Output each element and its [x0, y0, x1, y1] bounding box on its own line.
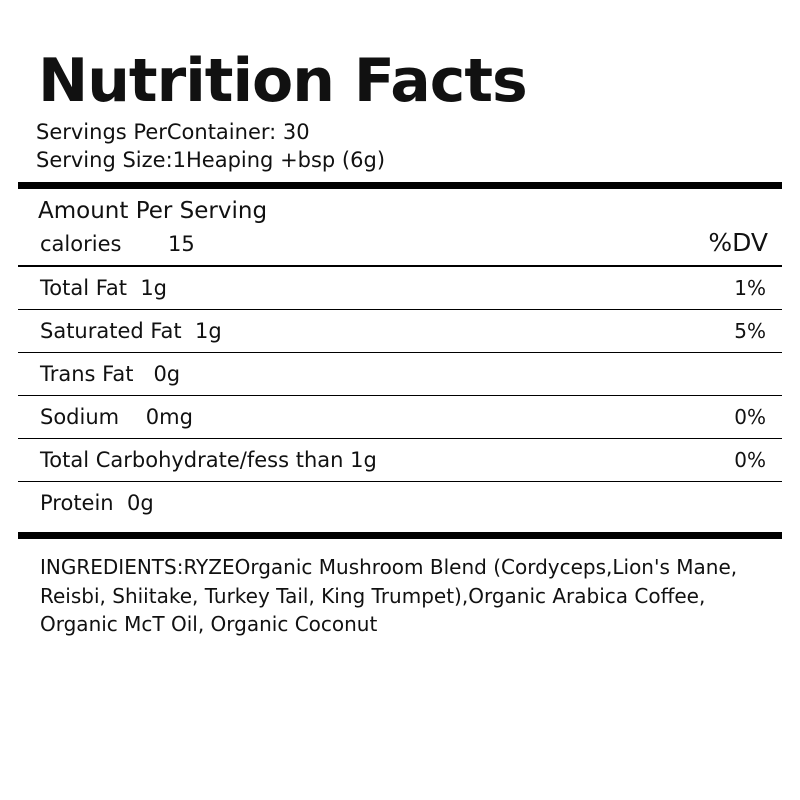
- servings-per-container: Servings PerContainer: 30: [36, 120, 310, 144]
- nutrient-dv: 1%: [734, 276, 766, 301]
- table-row: [18, 310, 782, 352]
- serving-size: Serving Size:1Heaping +bsp (6g): [36, 147, 386, 172]
- calories-row: [18, 226, 782, 265]
- page-title: Nutrition Facts: [38, 46, 527, 116]
- daily-value-header: %DV: [708, 228, 768, 258]
- calories-left: [40, 232, 195, 256]
- serving-info: [18, 119, 782, 174]
- nutrient-name: Protein 0g: [40, 491, 154, 516]
- table-row: [18, 353, 782, 395]
- table-row: [18, 439, 782, 481]
- table-row: [18, 267, 782, 309]
- table-row: [18, 482, 782, 524]
- divider-thick-top: [18, 182, 782, 189]
- nutrition-facts-label: [18, 46, 782, 639]
- nutrient-name: Total Carbohydrate/fess than 1g: [40, 448, 377, 473]
- nutrient-dv: 0%: [734, 448, 766, 473]
- amount-per-serving-heading: Amount Per Serving: [38, 198, 268, 225]
- nutrient-name: Trans Fat 0g: [40, 362, 181, 387]
- nutrient-name: Saturated Fat 1g: [40, 319, 222, 344]
- nutrient-name: Total Fat 1g: [40, 276, 168, 301]
- nutrient-dv: 0%: [734, 405, 766, 430]
- ingredients-text: INGREDIENTS:RYZEOrganic Mushroom Blend (Cordyceps,Lion's Mane, Reisbi, Shiitake, Turkey Tail, King Trumpet),Organic Arabica Coffee, Organic McT Oil, Organic Coconut: [40, 555, 738, 637]
- table-row: [18, 396, 782, 438]
- nutrient-dv: 5%: [734, 319, 766, 344]
- nutrient-name: Sodium 0mg: [40, 405, 193, 430]
- calories-value: 15: [168, 232, 195, 257]
- divider-thick-bottom: [18, 532, 782, 539]
- calories-label: calories: [40, 232, 122, 257]
